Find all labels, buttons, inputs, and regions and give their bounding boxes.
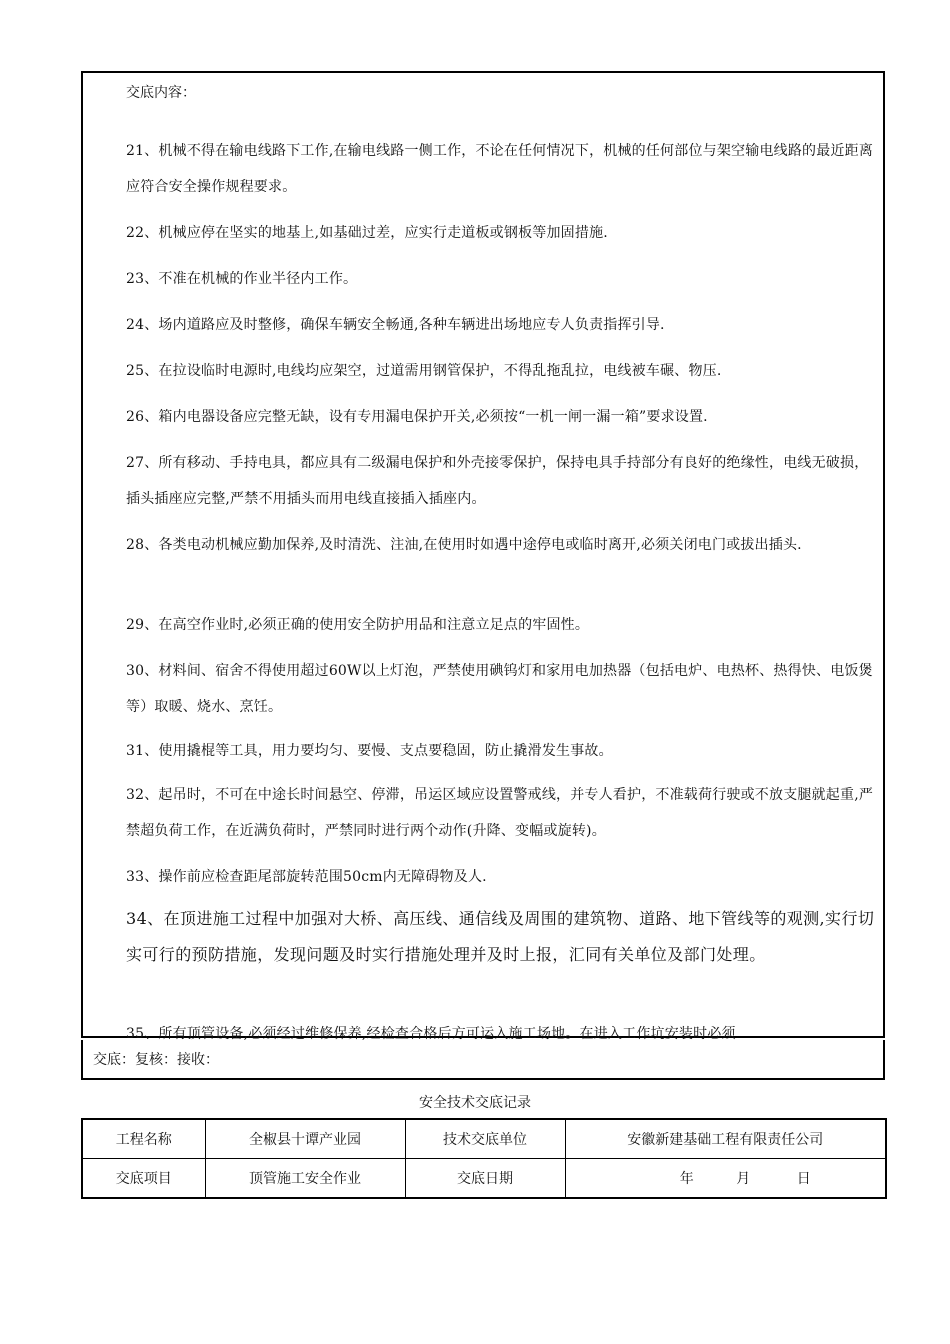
- date-day: 日: [796, 1171, 811, 1187]
- date-label: 交底日期: [405, 1159, 565, 1199]
- disclosure-content-box: [81, 71, 885, 1042]
- sign-row: [81, 1040, 885, 1080]
- table-row: [82, 1119, 886, 1159]
- item-32: 32、起吊时，不可在中途长时间悬空、停滞，吊运区域应设置警戒线，并专人看护，不准载荷行驶或不放支腿就起重,严禁超负荷工作，在近满负荷时，严禁同时进行两个动作(升降、变幅或旋转)。: [126, 787, 874, 839]
- item-26: 26、箱内电器设备应完整无缺，设有专用漏电保护开关,必须按“一机一闸一漏一箱”要求设置.: [126, 409, 708, 425]
- item-label: 交底项目: [82, 1159, 205, 1199]
- project-name-label: 工程名称: [82, 1119, 205, 1159]
- section-title: 交底内容：: [126, 85, 196, 101]
- table-row: [82, 1159, 886, 1199]
- item-33: 33、操作前应检查距尾部旋转范围50cm内无障碍物及人.: [126, 869, 487, 885]
- item-34: 34、在顶进施工过程中加强对大桥、高压线、通信线及周围的建筑物、道路、地下管线等的观测,实行切实可行的预防措施，发现问题及时实行措施处理并及时上报，汇同有关单位及部门处理。: [126, 909, 875, 964]
- project-name-value: 全椒县十谭产业园: [205, 1119, 405, 1159]
- item-29: 29、在高空作业时,必须正确的使用安全防护用品和注意立足点的牢固性。: [126, 617, 590, 633]
- date-value: [565, 1159, 886, 1199]
- item-22: 22、机械应停在坚实的地基上,如基础过差，应实行走道板或钢板等加固措施.: [126, 225, 608, 241]
- unit-label: 技术交底单位: [405, 1119, 565, 1159]
- record-info-table: [81, 1118, 887, 1199]
- date-year: 年: [679, 1171, 694, 1187]
- item-27: 27、所有移动、手持电具，都应具有二级漏电保护和外壳接零保护，保持电具手持部分有良好的绝缘性，电线无破损，插头插座应完整,严禁不用插头而用电线直接插入插座内。: [126, 455, 869, 507]
- item-30: 30、材料间、宿舍不得使用超过60W以上灯泡，严禁使用碘钨灯和家用电加热器（包括电炉、电热杯、热得快、电饭煲等）取暖、烧水、烹饪。: [126, 663, 873, 715]
- item-24: 24、场内道路应及时整修，确保车辆安全畅通,各种车辆进出场地应专人负责指挥引导.: [126, 317, 665, 333]
- date-month: 月: [736, 1171, 751, 1187]
- item-21: 21、机械不得在输电线路下工作,在输电线路一侧工作，不论在任何情况下，机械的任何部位与架空输电线路的最近距离应符合安全操作规程要求。: [126, 143, 874, 195]
- item-31: 31、使用撬棍等工具，用力要均匀、要慢、支点要稳固，防止撬滑发生事故。: [126, 743, 613, 759]
- item-23: 23、不准在机械的作业半径内工作。: [126, 271, 358, 287]
- unit-value: 安徽新建基础工程有限责任公司: [565, 1119, 886, 1159]
- record-title: 安全技术交底记录: [419, 1095, 531, 1111]
- item-value: 顶管施工安全作业: [205, 1159, 405, 1199]
- item-28: 28、各类电动机械应勤加保养,及时清洗、注油,在使用时如遇中途停电或临时离开,必须关闭电门或拔出插头.: [126, 537, 802, 553]
- item-25: 25、在拉设临时电源时,电线均应架空，过道需用钢管保护，不得乱拖乱拉，电线被车碾、物压.: [126, 363, 722, 379]
- item-35: 35、所有顶管设备,必须经过维修保养,经检查合格后方可运入施工场地。在进入工作坑安装时必须: [126, 1026, 736, 1042]
- sign-labels: 交底：复核：接收：: [93, 1052, 219, 1068]
